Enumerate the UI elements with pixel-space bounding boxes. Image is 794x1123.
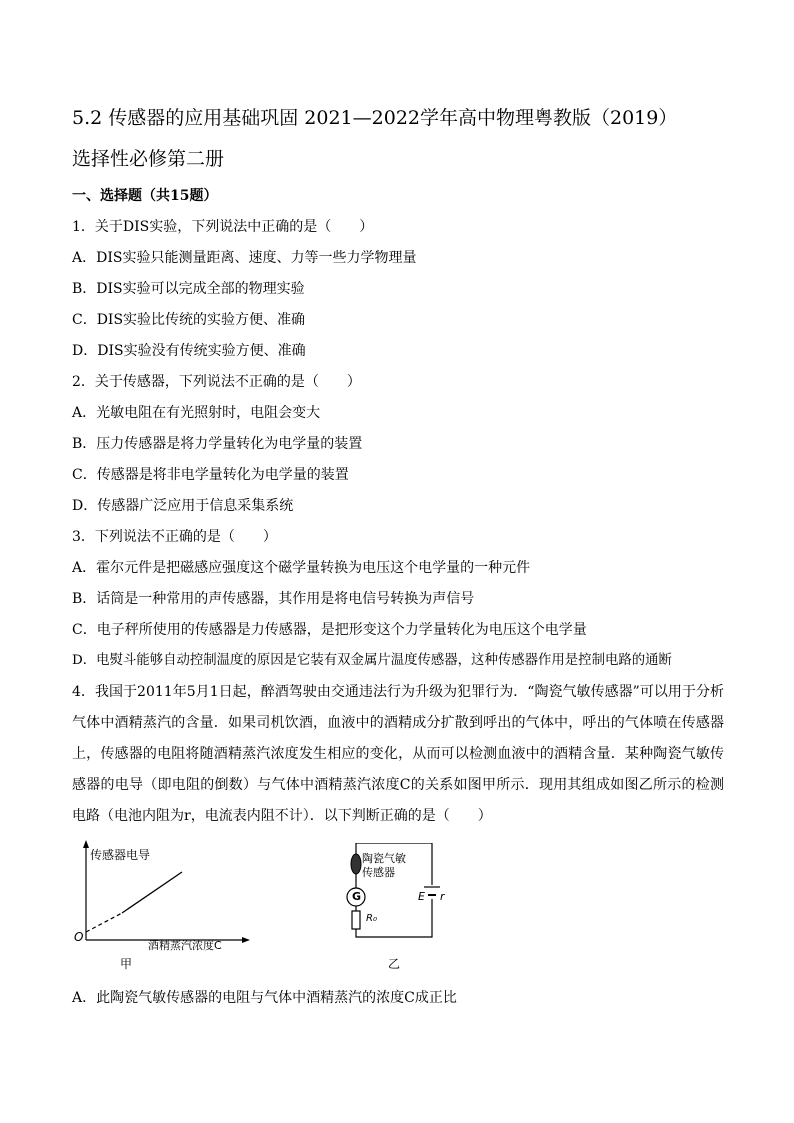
q1-stem: 1．关于DIS实验，下列说法中正确的是（ ） xyxy=(72,219,374,235)
q4-stem: 4．我国于2011年5月1日起，醉酒驾驶由交通违法行为升级为犯罪行为．“陶瓷气敏传感器”可以用于分析气体中酒精蒸汽的含量．如果司机饮酒，血液中的酒精成分扩散到呼出的气体中，呼出的气体喷在传感器上，传感器的电阻将随酒精蒸汽浓度发生相应的变化，从而可以检测血液中的酒精含量．某种陶瓷气敏传感器的电导（即电阻的倒数）与气体中酒精蒸汽浓度C的关系如图甲所示．现用其组成如图乙所示的检测电路（电池内阻为r，电流表内阻不计）．以下判断正确的是（ ） xyxy=(72,684,724,824)
figure-yi-sensor-label-1: 陶瓷气敏 xyxy=(362,852,406,865)
doc-title-line-1: 5.2 传感器的应用基础巩固 2021—2022学年高中物理粤教版（2019） xyxy=(72,107,678,129)
figure-jia-solid-line xyxy=(122,872,182,913)
q3-option-c: C．电子秤所使用的传感器是力传感器，是把形变这个力学量转化为电压这个电学量 xyxy=(72,622,587,638)
q1-option-a: A．DIS实验只能测量距离、速度、力等一些力学物理量 xyxy=(72,250,417,266)
figure-yi-internal-label: r xyxy=(440,890,445,903)
figure-jia-xlabel: 酒精蒸汽浓度C xyxy=(148,939,222,952)
figure-yi-battery-label: E xyxy=(418,890,425,903)
figure-jia-dashed-line xyxy=(86,913,122,932)
figure-jia-caption: 甲 xyxy=(120,957,133,971)
figure-yi-resistor-label: R₀ xyxy=(366,913,377,924)
q4-option-a: A．此陶瓷气敏传感器的电阻与气体中酒精蒸汽的浓度C成正比 xyxy=(72,990,457,1006)
q1-option-b: B．DIS实验可以完成全部的物理实验 xyxy=(72,281,305,297)
q2-option-b: B．压力传感器是将力学量转化为电学量的装置 xyxy=(72,436,363,452)
doc-title-line-2: 选择性必修第二册 xyxy=(72,148,225,170)
q2-stem: 2．关于传感器，下列说法不正确的是（ ） xyxy=(72,374,361,390)
figure-jia-ylabel: 传感器电导 xyxy=(90,848,151,862)
q3-stem: 3．下列说法不正确的是（ ） xyxy=(72,529,277,545)
figure-yi-resistor xyxy=(352,911,360,929)
figure-jia-x-arrow xyxy=(242,937,250,943)
q2-option-c: C．传感器是将非电学量转化为电学量的装置 xyxy=(72,467,349,483)
figure-yi-sensor xyxy=(351,854,361,874)
figure-jia-y-arrow xyxy=(83,840,89,848)
figure-yi-caption: 乙 xyxy=(388,957,401,971)
q3-option-a: A．霍尔元件是把磁感应强度这个磁学量转换为电压这个电学量的一种元件 xyxy=(72,560,531,576)
figure-jia-origin: O xyxy=(74,930,84,944)
figure-yi-meter-label: G xyxy=(352,890,362,903)
q2-option-d: D．传感器广泛应用于信息采集系统 xyxy=(72,498,294,514)
q3-option-d: D．电熨斗能够自动控制温度的原因是它装有双金属片温度传感器，这种传感器作用是控制电路的通断 xyxy=(72,653,672,668)
q3-option-b: B．话筒是一种常用的声传感器，其作用是将电信号转换为声信号 xyxy=(72,591,475,607)
figure-yi-sensor-label-2: 传感器 xyxy=(362,866,395,879)
section-heading: 一、选择题（共15题） xyxy=(72,188,218,204)
q1-option-c: C．DIS实验比传统的实验方便、准确 xyxy=(72,312,306,328)
q1-option-d: D．DIS实验没有传统实验方便、准确 xyxy=(72,343,306,359)
q2-option-a: A．光敏电阻在有光照射时，电阻会变大 xyxy=(72,405,321,421)
